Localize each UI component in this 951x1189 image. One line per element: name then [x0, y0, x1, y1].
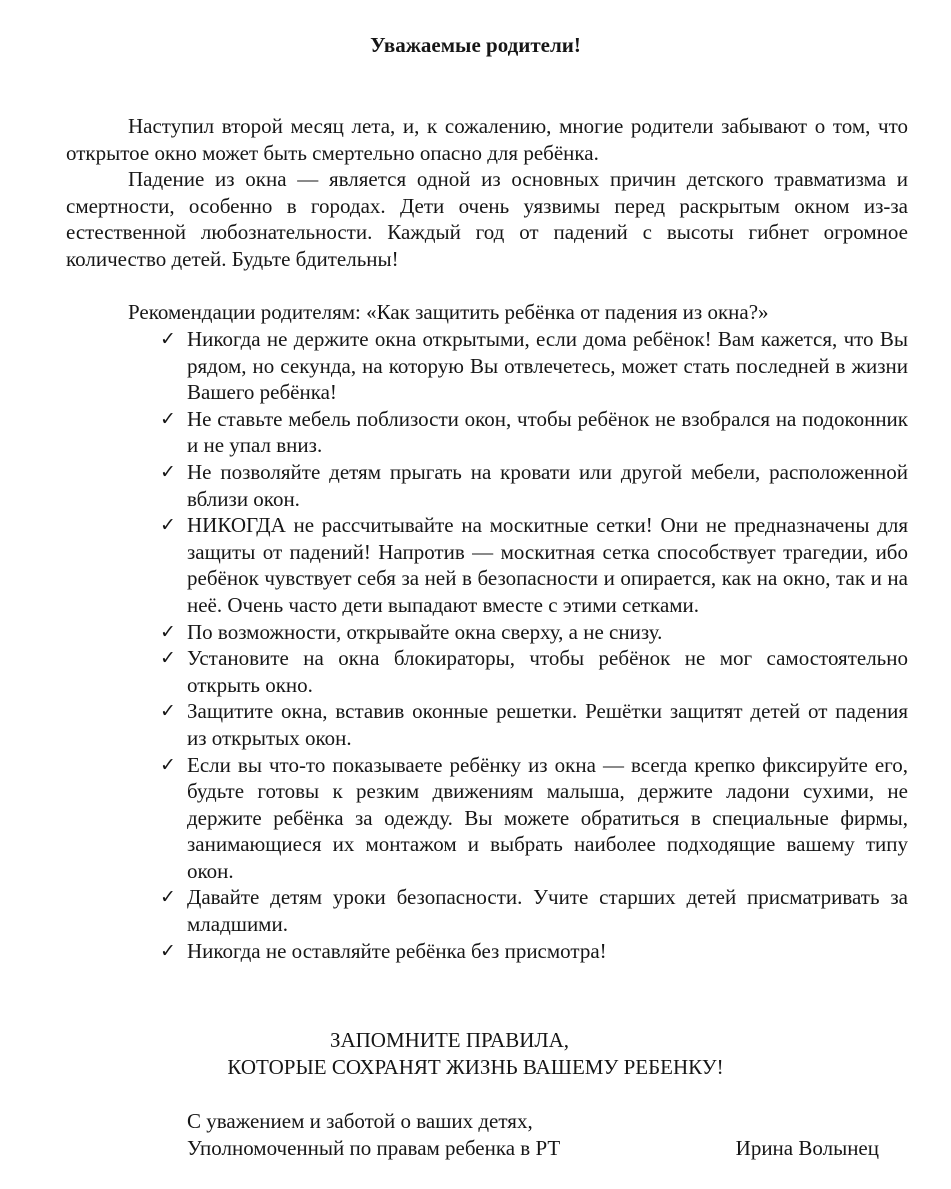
list-item-text: Не позволяйте детям прыгать на кровати или другой мебели, расположенной вблизи окон.	[187, 459, 908, 511]
list-item-text: По возможности, открывайте окна сверху, а не снизу.	[187, 619, 663, 644]
recommendations-heading: Рекомендации родителям: «Как защитить ребёнка от падения из окна?»	[128, 300, 769, 324]
list-item	[160, 326, 908, 406]
signature-name: Ирина Волынец	[735, 1136, 879, 1160]
signature-regards: С уважением и заботой о ваших детях,	[187, 1109, 533, 1133]
checkmark-icon: ✓	[160, 328, 176, 350]
list-item	[160, 406, 908, 459]
intro-paragraph: Наступил второй месяц лета, и, к сожалению, многие родители забывают о том, что открытое окно может быть смертельно опасно для ребёнка.	[66, 114, 908, 165]
list-item	[160, 938, 908, 965]
list-item-text: Защитите окна, вставив оконные решетки. Решётки защитят детей от падения из открытых окон.	[187, 699, 908, 750]
checkmark-icon: ✓	[160, 753, 176, 776]
danger-paragraph: Падение из окна — является одной из основных причин детского травматизма и смертности, особенно в городах. Дети очень уязвимы перед раскрытым окном из-за естественной любознательности. Каждый год от падений с высоты гибнет огромное количество детей. Будьте бдительны!	[66, 167, 908, 271]
closing-line-2: КОТОРЫЕ СОХРАНЯТ ЖИЗНЬ ВАШЕМУ РЕБЕНКУ!	[227, 1055, 724, 1079]
signature-block	[187, 1108, 879, 1162]
checkmark-icon: ✓	[160, 407, 176, 430]
checkmark-icon: ✓	[160, 514, 176, 537]
checkmark-icon: ✓	[160, 939, 176, 962]
checkmark-icon: ✓	[160, 460, 176, 483]
recommendations-list	[160, 326, 908, 964]
list-item-text: Если вы что-то показываете ребёнку из окна — всегда крепко фиксируйте его, будьте готовы к резким движениям малыша, держите ладони сухими, не держите ребёнка за одежду. Вы можете обратиться в специальные фирмы, занимающиеся их монтажом и выбрать наиболее подходящие вашему типу окон.	[187, 752, 908, 883]
document-title: Уважаемые родители!	[370, 33, 581, 57]
list-item-text: НИКОГДА не рассчитывайте на москитные сетки! Они не предназначены для защиты от падений! Напротив — москитная сетка способствует трагедии, ибо ребёнок чувствует себя за ней в безопасности и опирается, как на окно, так и на неё. Очень часто дети выпадают вместе с этими сетками.	[187, 513, 908, 617]
list-item-text: Никогда не держите окна открытыми, если дома ребёнок! Вам кажется, что Вы рядом, но секунда, на которую Вы отвлечетесь, может стать последней в жизни Вашего ребёнка!	[187, 327, 908, 405]
list-item-text: Установите на окна блокираторы, чтобы ребёнок не мог самостоятельно открыть окно.	[187, 646, 908, 697]
list-item	[160, 884, 908, 937]
list-item	[160, 619, 908, 646]
list-item	[160, 645, 908, 698]
list-item-text: Никогда не оставляйте ребёнка без присмотра!	[187, 938, 607, 963]
list-item	[160, 698, 908, 751]
list-item-text: Давайте детям уроки безопасности. Учите старших детей присматривать за младшими.	[187, 885, 908, 937]
checkmark-icon: ✓	[160, 886, 176, 909]
signature-position: Уполномоченный по правам ребенка в РТ	[187, 1136, 561, 1160]
closing-slogan	[0, 1027, 951, 1081]
list-item	[160, 459, 908, 512]
list-item-text: Не ставьте мебель поблизости окон, чтобы ребёнок не взобрался на подоконник и не упал вниз.	[187, 406, 908, 458]
checkmark-icon: ✓	[160, 620, 176, 643]
checkmark-icon: ✓	[160, 647, 176, 670]
checkmark-icon: ✓	[160, 700, 176, 723]
list-item	[160, 752, 908, 885]
closing-line-1: ЗАПОМНИТЕ ПРАВИЛА,	[329, 1028, 570, 1052]
list-item	[160, 512, 908, 618]
